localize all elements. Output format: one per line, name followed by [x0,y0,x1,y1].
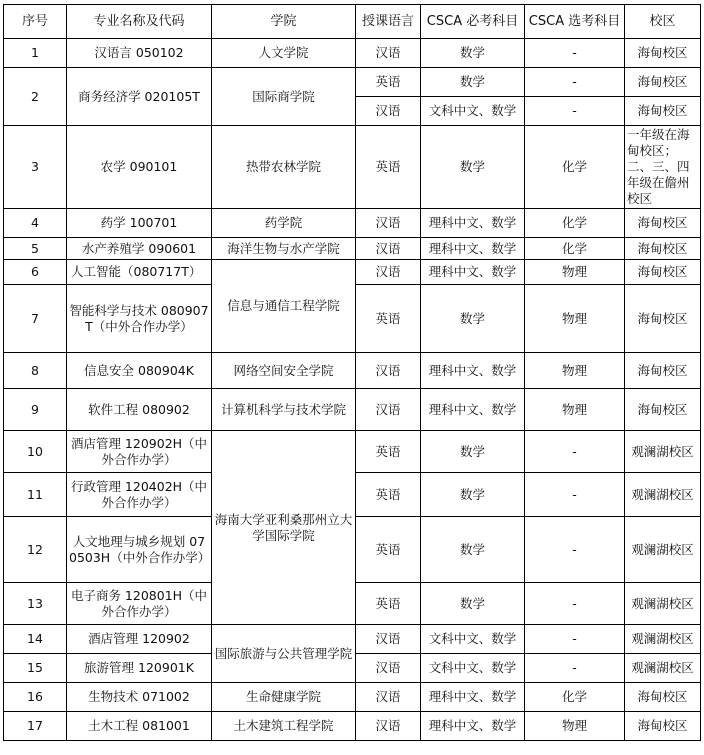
cell-optional: 化学 [525,126,625,209]
cell-campus: 观澜湖校区 [625,473,701,517]
cell-major: 智能科学与技术 080907T（中外合作办学） [67,285,212,353]
table-row [4,389,701,431]
cell-language: 英语 [356,126,421,209]
cell-major: 电子商务 120801H（中外合作办学） [67,583,212,625]
cell-college: 热带农林学院 [212,126,356,209]
cell-campus: 观澜湖校区 [625,431,701,473]
cell-optional: 物理 [525,285,625,353]
cell-no: 11 [4,473,67,517]
cell-optional: - [525,654,625,683]
cell-college: 药学院 [212,209,356,238]
cell-college: 国际旅游与公共管理学院 [212,625,356,683]
cell-required: 理科中文、数学 [421,260,525,285]
cell-language: 汉语 [356,238,421,260]
cell-language: 汉语 [356,39,421,68]
cell-campus: 海甸校区 [625,209,701,238]
cell-major: 水产养殖学 090601 [67,238,212,260]
cell-major: 软件工程 080902 [67,389,212,431]
cell-optional: - [525,97,625,126]
table-row [4,39,701,68]
cell-major: 行政管理 120402H（中外合作办学） [67,473,212,517]
cell-optional: - [525,625,625,654]
cell-campus: 海甸校区 [625,712,701,741]
header-no: 序号 [4,5,67,39]
cell-optional: 物理 [525,353,625,389]
cell-campus: 观澜湖校区 [625,583,701,625]
cell-optional: 化学 [525,683,625,712]
cell-required: 数学 [421,517,525,583]
cell-language: 汉语 [356,712,421,741]
cell-language: 汉语 [356,683,421,712]
cell-required: 数学 [421,39,525,68]
cell-language: 汉语 [356,625,421,654]
header-college: 学院 [212,5,356,39]
cell-required: 数学 [421,285,525,353]
table-row [4,625,701,654]
cell-optional: - [525,583,625,625]
cell-campus: 海甸校区 [625,285,701,353]
cell-no: 5 [4,238,67,260]
cell-no: 10 [4,431,67,473]
table-row [4,683,701,712]
cell-campus: 海甸校区 [625,238,701,260]
cell-required: 理科中文、数学 [421,683,525,712]
cell-no: 13 [4,583,67,625]
cell-required: 文科中文、数学 [421,97,525,126]
cell-major: 生物技术 071002 [67,683,212,712]
header-language: 授课语言 [356,5,421,39]
cell-campus: 海甸校区 [625,97,701,126]
cell-language: 英语 [356,431,421,473]
cell-college: 海南大学亚利桑那州立大学国际学院 [212,431,356,625]
cell-language: 英语 [356,517,421,583]
table-row [4,431,701,473]
cell-language: 汉语 [356,209,421,238]
cell-college: 海洋生物与水产学院 [212,238,356,260]
cell-no: 3 [4,126,67,209]
cell-college: 信息与通信工程学院 [212,260,356,353]
cell-no: 14 [4,625,67,654]
cell-college: 土木建筑工程学院 [212,712,356,741]
cell-major: 土木工程 081001 [67,712,212,741]
cell-language: 英语 [356,68,421,97]
cell-major: 药学 100701 [67,209,212,238]
cell-optional: - [525,517,625,583]
cell-required: 文科中文、数学 [421,654,525,683]
cell-major: 人工智能（080717T） [67,260,212,285]
cell-optional: 物理 [525,260,625,285]
cell-language: 汉语 [356,389,421,431]
cell-no: 8 [4,353,67,389]
cell-language: 英语 [356,285,421,353]
cell-required: 数学 [421,583,525,625]
cell-language: 英语 [356,583,421,625]
cell-optional: 化学 [525,209,625,238]
cell-no: 4 [4,209,67,238]
cell-campus: 海甸校区 [625,683,701,712]
cell-required: 数学 [421,68,525,97]
cell-major: 人文地理与城乡规划 070503H（中外合作办学） [67,517,212,583]
cell-language: 汉语 [356,97,421,126]
cell-required: 理科中文、数学 [421,238,525,260]
cell-required: 文科中文、数学 [421,625,525,654]
cell-campus: 海甸校区 [625,68,701,97]
cell-no: 7 [4,285,67,353]
cell-optional: - [525,473,625,517]
cell-no: 12 [4,517,67,583]
cell-optional: 化学 [525,238,625,260]
cell-college: 人文学院 [212,39,356,68]
table-row [4,68,701,97]
table-row [4,712,701,741]
cell-language: 汉语 [356,260,421,285]
cell-college: 网络空间安全学院 [212,353,356,389]
cell-major: 汉语言 050102 [67,39,212,68]
cell-college: 生命健康学院 [212,683,356,712]
cell-campus: 观澜湖校区 [625,654,701,683]
table-row [4,209,701,238]
cell-major: 信息安全 080904K [67,353,212,389]
cell-optional: 物理 [525,712,625,741]
table-row [4,260,701,285]
cell-campus: 海甸校区 [625,389,701,431]
cell-campus: 观澜湖校区 [625,517,701,583]
table-row [4,353,701,389]
cell-required: 理科中文、数学 [421,389,525,431]
cell-required: 数学 [421,126,525,209]
cell-major: 旅游管理 120901K [67,654,212,683]
cell-campus: 海甸校区 [625,260,701,285]
cell-campus: 海甸校区 [625,353,701,389]
cell-no: 9 [4,389,67,431]
cell-optional: - [525,431,625,473]
header-row [4,5,701,39]
cell-major: 酒店管理 120902 [67,625,212,654]
header-campus: 校区 [625,5,701,39]
cell-required: 数学 [421,473,525,517]
majors-table [3,4,701,741]
cell-major: 商务经济学 020105T [67,68,212,126]
cell-no: 15 [4,654,67,683]
cell-language: 汉语 [356,353,421,389]
table-row [4,238,701,260]
cell-language: 汉语 [356,654,421,683]
header-major: 专业名称及代码 [67,5,212,39]
cell-required: 理科中文、数学 [421,209,525,238]
cell-no: 16 [4,683,67,712]
cell-major: 农学 090101 [67,126,212,209]
header-required: CSCA 必考科目 [421,5,525,39]
cell-optional: - [525,39,625,68]
cell-no: 1 [4,39,67,68]
cell-campus: 海甸校区 [625,39,701,68]
cell-campus: 一年级在海甸校区；二、三、四年级在儋州校区 [625,126,701,209]
cell-optional: 物理 [525,389,625,431]
cell-no: 6 [4,260,67,285]
table-row [4,126,701,209]
cell-campus: 观澜湖校区 [625,625,701,654]
cell-college: 国际商学院 [212,68,356,126]
header-optional: CSCA 选考科目 [525,5,625,39]
cell-major: 酒店管理 120902H（中外合作办学） [67,431,212,473]
cell-no: 2 [4,68,67,126]
cell-required: 理科中文、数学 [421,353,525,389]
cell-no: 17 [4,712,67,741]
cell-college: 计算机科学与技术学院 [212,389,356,431]
cell-required: 数学 [421,431,525,473]
cell-required: 理科中文、数学 [421,712,525,741]
cell-language: 英语 [356,473,421,517]
cell-optional: - [525,68,625,97]
